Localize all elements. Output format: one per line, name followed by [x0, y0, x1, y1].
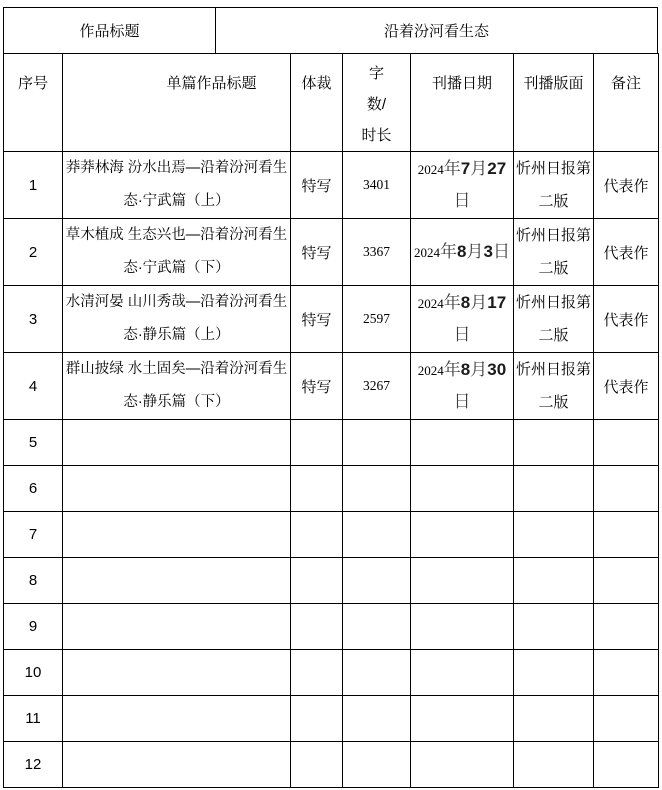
- col-header-page: 刊播版面: [514, 54, 594, 152]
- date-fragment: 2024: [414, 245, 441, 260]
- cell-note: 代表作: [594, 286, 659, 353]
- cell-count: [343, 420, 411, 466]
- date-fragment: 月: [470, 360, 488, 379]
- cell-genre: [291, 558, 343, 604]
- cell-serial: 6: [4, 466, 63, 512]
- cell-count: [343, 742, 411, 788]
- date-fragment: 27: [487, 159, 507, 178]
- cell-count: [343, 512, 411, 558]
- cell-title: 莽莽林海 汾水出焉—沿着汾河看生态·宁武篇（上）: [63, 152, 291, 219]
- table-row: [4, 650, 659, 696]
- date-fragment: 30: [487, 360, 507, 379]
- cell-note: [594, 650, 659, 696]
- cell-serial: 9: [4, 604, 63, 650]
- cell-genre: [291, 512, 343, 558]
- date-fragment: 3: [483, 242, 493, 261]
- cell-note: [594, 466, 659, 512]
- date-fragment: 年: [440, 242, 458, 261]
- cell-genre: 特写: [291, 152, 343, 219]
- date-fragment: 2024: [417, 363, 444, 378]
- cell-title: [63, 420, 291, 466]
- cell-serial: 10: [4, 650, 63, 696]
- cell-serial: 12: [4, 742, 63, 788]
- table-row: [4, 286, 659, 353]
- cell-page: [514, 420, 594, 466]
- col-header-genre: 体裁: [291, 54, 343, 152]
- date-fragment: 8: [460, 360, 471, 379]
- col-header-date: 刊播日期: [411, 54, 514, 152]
- cell-serial: 3: [4, 286, 63, 353]
- cell-genre: 特写: [291, 286, 343, 353]
- cell-count: 3367: [343, 219, 411, 286]
- cell-genre: [291, 604, 343, 650]
- cell-title: [63, 558, 291, 604]
- date-fragment: 年: [443, 159, 461, 178]
- date-fragment: 日: [492, 242, 510, 261]
- cell-date: [411, 604, 514, 650]
- date-fragment: 7: [460, 159, 471, 178]
- cell-count: 3401: [343, 152, 411, 219]
- table-row: [4, 512, 659, 558]
- cell-date: [411, 742, 514, 788]
- table-row: [4, 219, 659, 286]
- header-row: [4, 54, 659, 152]
- cell-genre: [291, 466, 343, 512]
- date-fragment: 2024: [417, 296, 444, 311]
- cell-note: [594, 558, 659, 604]
- cell-title: [63, 742, 291, 788]
- cell-date: [411, 558, 514, 604]
- cell-serial: 2: [4, 219, 63, 286]
- cell-genre: [291, 650, 343, 696]
- date-fragment: 年: [443, 293, 461, 312]
- table-row: [4, 466, 659, 512]
- work-title-row: [3, 7, 658, 53]
- table-row: [4, 152, 659, 219]
- cell-date: [411, 286, 514, 353]
- date-fragment: 月: [470, 293, 488, 312]
- cell-genre: [291, 742, 343, 788]
- cell-note: 代表作: [594, 152, 659, 219]
- cell-page: 忻州日报第二版: [514, 219, 594, 286]
- cell-serial: 11: [4, 696, 63, 742]
- cell-page: 忻州日报第二版: [514, 286, 594, 353]
- cell-title: 水清河晏 山川秀哉—沿着汾河看生态·静乐篇（上）: [63, 286, 291, 353]
- cell-title: [63, 466, 291, 512]
- cell-date: [411, 353, 514, 420]
- cell-serial: 7: [4, 512, 63, 558]
- cell-count: [343, 650, 411, 696]
- cell-title: [63, 650, 291, 696]
- cell-page: [514, 650, 594, 696]
- cell-genre: 特写: [291, 219, 343, 286]
- table-row: [4, 696, 659, 742]
- cell-genre: [291, 696, 343, 742]
- cell-count: [343, 604, 411, 650]
- col-header-count: [343, 54, 411, 152]
- cell-note: [594, 696, 659, 742]
- cell-date: [411, 512, 514, 558]
- cell-date: [411, 696, 514, 742]
- cell-page: 忻州日报第二版: [514, 353, 594, 420]
- table-row: [4, 742, 659, 788]
- cell-note: [594, 512, 659, 558]
- cell-note: [594, 420, 659, 466]
- cell-page: [514, 696, 594, 742]
- cell-serial: 8: [4, 558, 63, 604]
- cell-page: [514, 604, 594, 650]
- table-row: [4, 604, 659, 650]
- cell-genre: 特写: [291, 353, 343, 420]
- date-fragment: 日: [453, 191, 471, 210]
- works-table-body: [4, 152, 659, 788]
- date-fragment: 8: [457, 242, 467, 261]
- cell-date: [411, 152, 514, 219]
- date-fragment: 月: [466, 242, 484, 261]
- date-fragment: 年: [443, 360, 461, 379]
- count-header-line: 时长: [361, 127, 392, 144]
- cell-page: [514, 466, 594, 512]
- date-fragment: 日: [453, 392, 471, 411]
- col-header-serial: 序号: [4, 54, 63, 152]
- cell-title: [63, 512, 291, 558]
- cell-date: [411, 420, 514, 466]
- table-row: [4, 420, 659, 466]
- cell-count: [343, 466, 411, 512]
- cell-page: [514, 742, 594, 788]
- cell-serial: 4: [4, 353, 63, 420]
- works-entry-sheet: [3, 7, 658, 788]
- count-header-line: 字: [368, 65, 384, 82]
- col-header-title: 单篇作品标题: [63, 54, 291, 152]
- table-row: [4, 353, 659, 420]
- table-row: [4, 558, 659, 604]
- cell-serial: 5: [4, 420, 63, 466]
- cell-title: 草木植成 生态兴也—沿着汾河看生态·宁武篇（下）: [63, 219, 291, 286]
- work-title-label: 作品标题: [4, 8, 216, 53]
- count-header-line: 数/: [366, 96, 387, 113]
- cell-count: 2597: [343, 286, 411, 353]
- date-fragment: 月: [470, 159, 488, 178]
- cell-serial: 1: [4, 152, 63, 219]
- cell-note: [594, 742, 659, 788]
- cell-title: [63, 604, 291, 650]
- cell-date: [411, 466, 514, 512]
- cell-count: 3267: [343, 353, 411, 420]
- cell-date: [411, 650, 514, 696]
- cell-note: [594, 604, 659, 650]
- col-header-note: 备注: [594, 54, 659, 152]
- cell-title: [63, 696, 291, 742]
- cell-count: [343, 696, 411, 742]
- works-table: [3, 53, 659, 788]
- date-fragment: 17: [487, 293, 507, 312]
- cell-page: [514, 558, 594, 604]
- work-title-value: 沿着汾河看生态: [383, 23, 489, 40]
- cell-count: [343, 558, 411, 604]
- cell-genre: [291, 420, 343, 466]
- cell-page: 忻州日报第二版: [514, 152, 594, 219]
- cell-date: [411, 219, 514, 286]
- cell-note: 代表作: [594, 353, 659, 420]
- date-fragment: 日: [453, 325, 471, 344]
- date-fragment: 2024: [417, 162, 444, 177]
- cell-note: 代表作: [594, 219, 659, 286]
- cell-title: 群山披绿 水土固矣—沿着汾河看生态·静乐篇（下）: [63, 353, 291, 420]
- date-fragment: 8: [460, 293, 471, 312]
- cell-page: [514, 512, 594, 558]
